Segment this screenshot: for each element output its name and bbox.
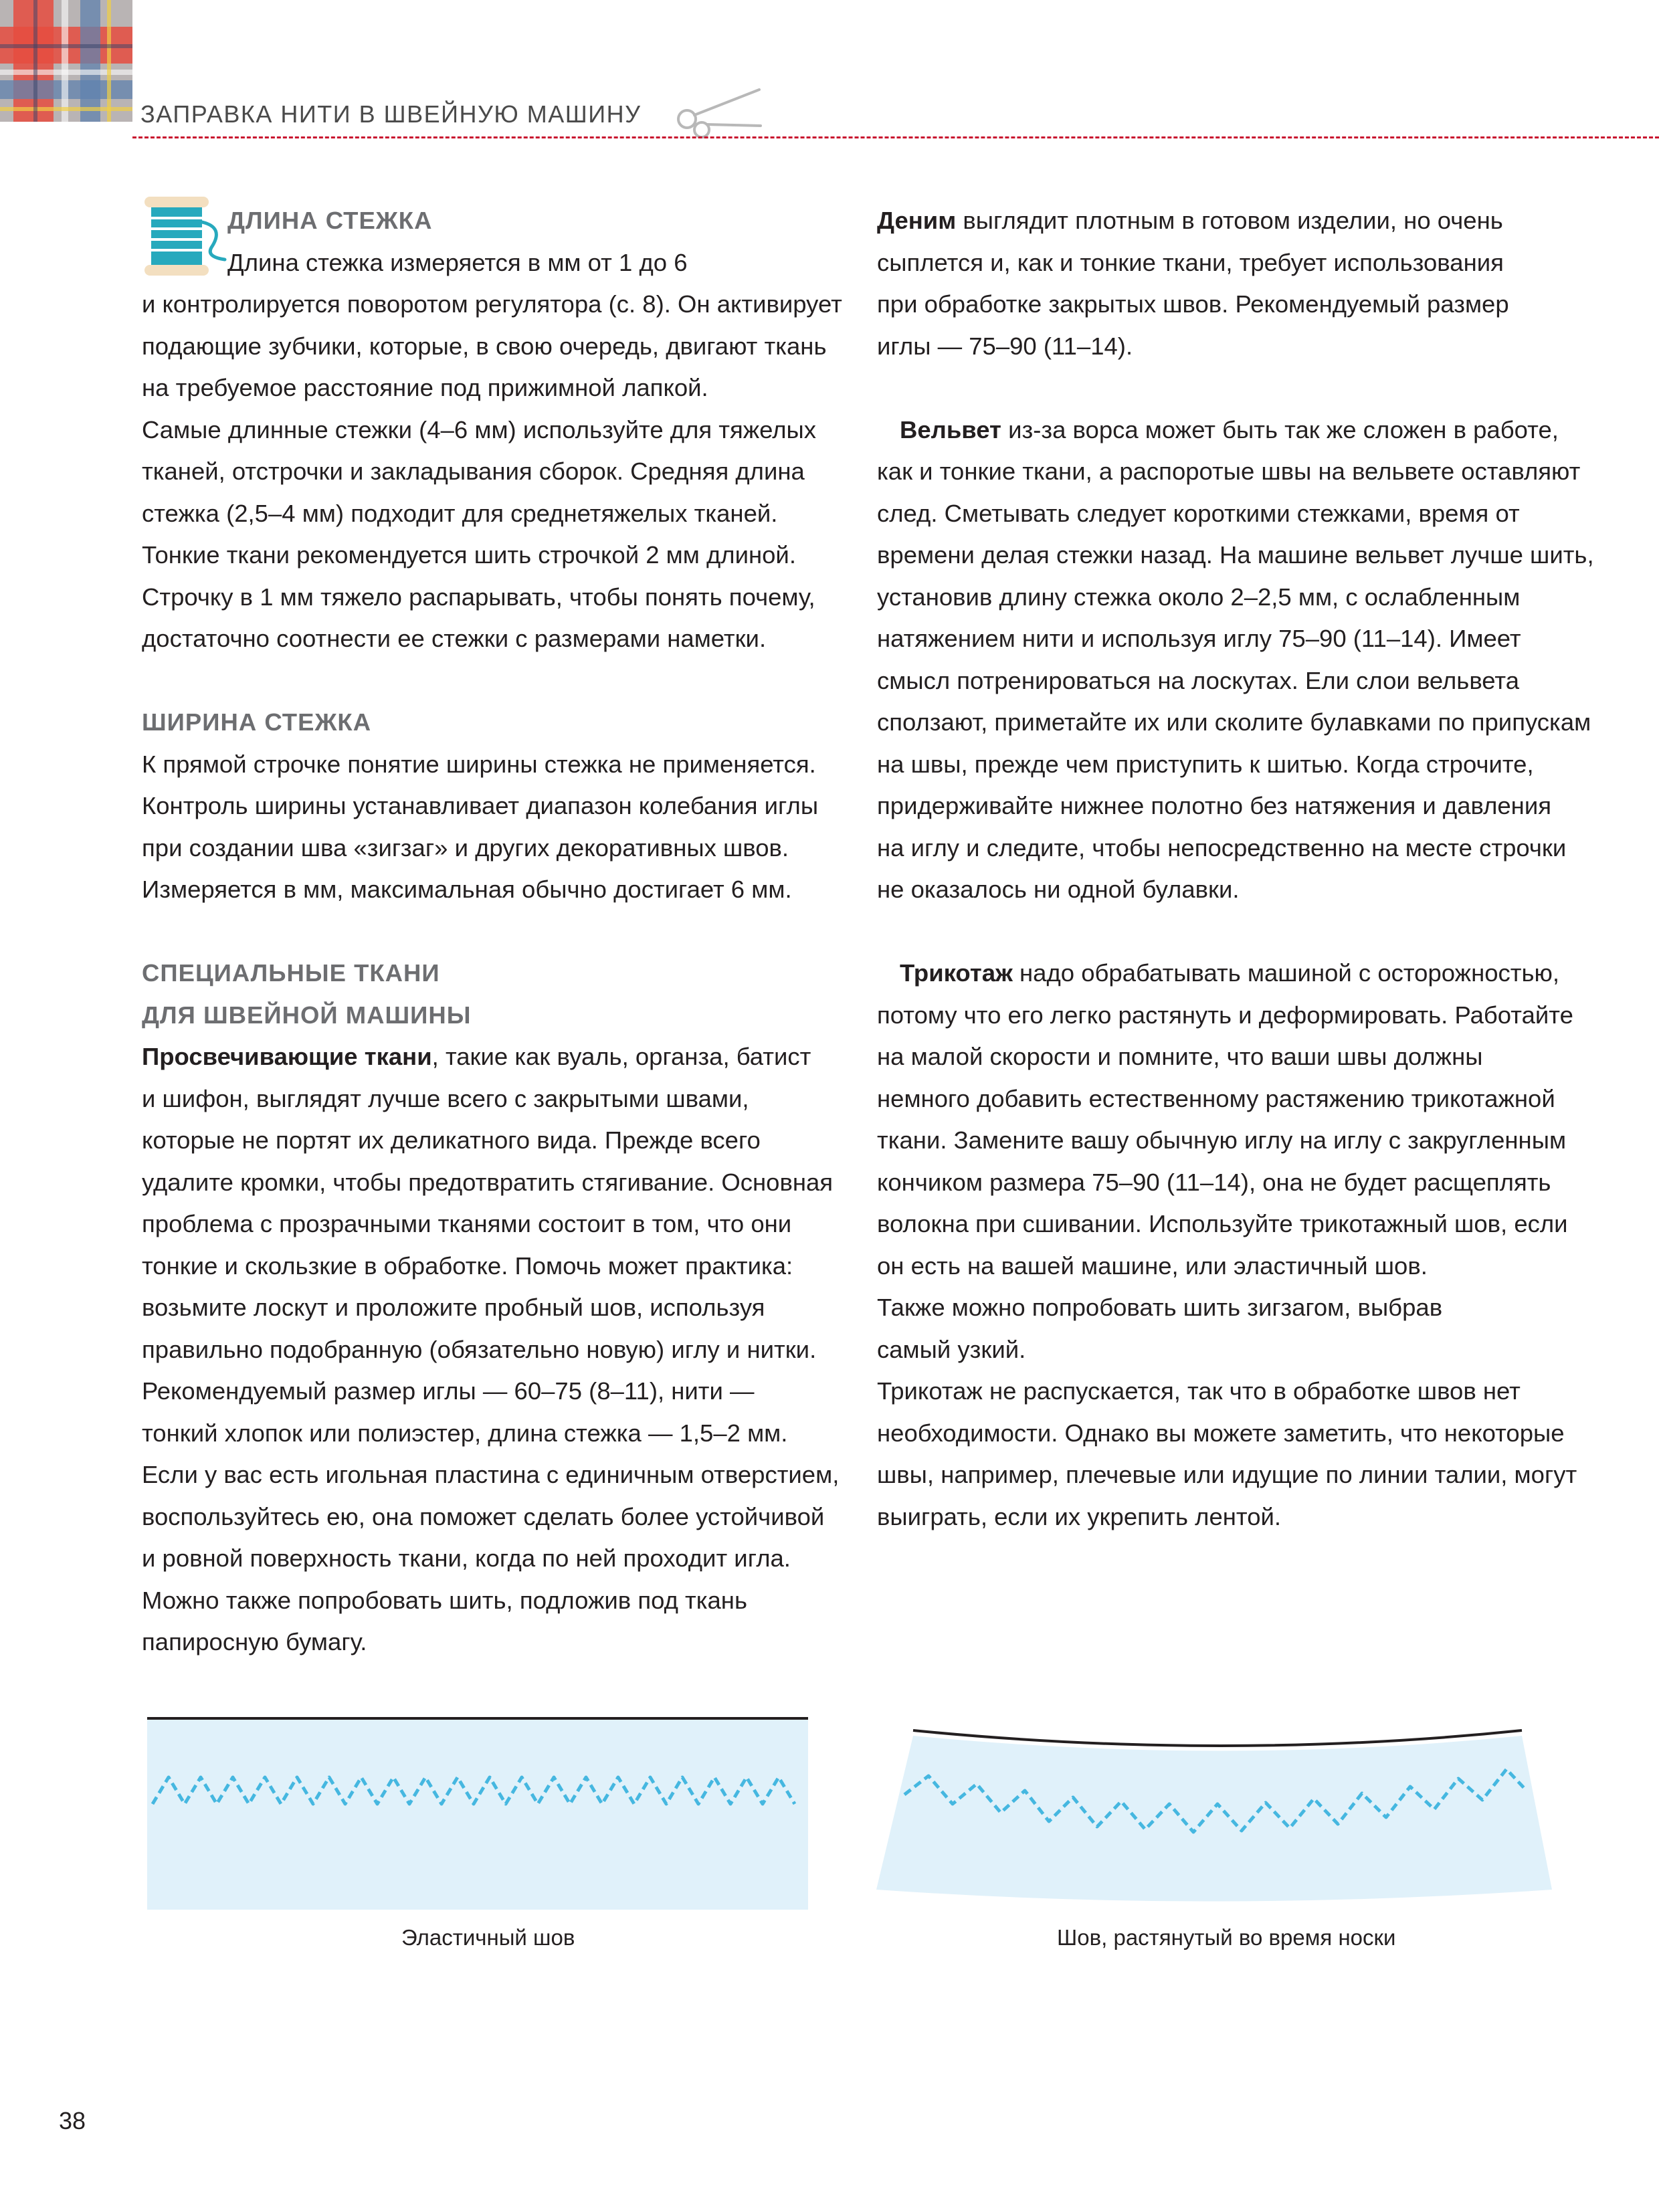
special-fabrics-heading: СПЕЦИАЛЬНЫЕ ТКАНИ (142, 959, 440, 987)
paragraph-line: сползают, приметайте их или сколите булавками по припускам (877, 708, 1591, 736)
paragraph-line: достаточно соотнести ее стежки с размерами наметки. (142, 625, 767, 652)
section-velvet (877, 409, 1594, 911)
paragraph-line: стежка (2,5–4 мм) подходит для среднетяжелых тканей. (142, 499, 778, 527)
paragraph-line: иглы — 75–90 (11–14). (877, 332, 1133, 360)
plaid-fabric-corner (0, 0, 132, 122)
paragraph-line: ткани. Замените вашу обычную иглу на иглу с закругленным (877, 1126, 1567, 1154)
paragraph-line: Длина стежка измеряется в мм от 1 до 6 (227, 248, 688, 276)
page-number: 38 (59, 2107, 86, 2134)
paragraph-line: на малой скорости и помните, что ваши швы должны (877, 1043, 1483, 1070)
paragraph-line: правильно подобранную (обязательно новую) иглу и нитки. (142, 1335, 817, 1363)
paragraph-line: и контролируется поворотом регулятора (с. 8). Он активирует (142, 290, 842, 318)
paragraph-line: времени делая стежки назад. На машине вельвет лучше шить, (877, 541, 1594, 569)
paragraph-line: натяжением нити и используя иглу 75–90 (11–14). Имеет (877, 625, 1521, 652)
paragraph-line: Трикотаж надо обрабатывать машиной с осторожностью, (900, 959, 1560, 987)
paragraph-line: при обработке закрытых швов. Рекомендуемый размер (877, 290, 1509, 318)
section-knit (877, 952, 1577, 1538)
paragraph-line: сыплется и, как и тонкие ткани, требует использования (877, 248, 1504, 276)
paragraph-line: Можно также попробовать шить, подложив под ткань (142, 1586, 747, 1614)
stitch-width-heading: ШИРИНА СТЕЖКА (142, 708, 372, 736)
paragraph-line: и шифон, выглядят лучше всего с закрытыми швами, (142, 1084, 749, 1112)
paragraph-line: Вельвет из-за ворса может быть так же сложен в работе, (900, 415, 1559, 443)
paragraph-line: папиросную бумагу. (142, 1628, 367, 1655)
paragraph-line: кончиком размера 75–90 (11–14), она не будет расщеплять (877, 1168, 1551, 1196)
paragraph-line: не оказалось ни одной булавки. (877, 876, 1240, 903)
paragraph-line: Тонкие ткани рекомендуется шить строчкой 2 мм длиной. (142, 541, 796, 569)
paragraph-line: К прямой строчке понятие ширины стежка не применяется. (142, 750, 816, 778)
paragraph-line: тканей, отстрочки и закладывания сборок. Средняя длина (142, 458, 805, 485)
paragraph-line: Если у вас есть игольная пластина с единичным отверстием, (142, 1461, 840, 1488)
paragraph-line: смысл потренироваться на лоскутах. Ели слои вельвета (877, 666, 1519, 694)
paragraph-line: необходимости. Однако вы можете заметить, что некоторые (877, 1419, 1565, 1447)
scissors-icon (672, 86, 766, 139)
figure-caption-elastic-seam: Эластичный шов (401, 1925, 575, 1950)
paragraph-line: проблема с прозрачными тканями состоит в том, что они (142, 1210, 792, 1237)
paragraph-line: которые не портят их деликатного вида. Прежде всего (142, 1126, 761, 1154)
section-denim (877, 200, 1546, 367)
paragraph-line: Контроль ширины устанавливает диапазон колебания иглы (142, 792, 819, 819)
paragraph-line: Трикотаж не распускается, так что в обработке швов нет (877, 1377, 1521, 1405)
section-stitch-length (142, 200, 842, 660)
header-dashed-rule (132, 136, 1659, 138)
paragraph-line: установив длину стежка около 2–2,5 мм, с ослабленным (877, 583, 1521, 611)
paragraph-line: при создании шва «зигзаг» и других декоративных швов. (142, 833, 789, 862)
paragraph-line: самый узкий. (877, 1335, 1026, 1363)
sheer-fabrics-term: Просвечивающие ткани (142, 1043, 432, 1070)
running-head: ЗАПРАВКА НИТИ В ШВЕЙНУЮ МАШИНУ (140, 100, 642, 128)
special-fabrics-heading: ДЛЯ ШВЕЙНОЙ МАШИНЫ (142, 1001, 472, 1029)
knit-term: Трикотаж (900, 959, 1013, 987)
stretched-seam-illustration (876, 1709, 1552, 1916)
paragraph-line: тонкий хлопок или полиэстер, длина стежка — 1,5–2 мм. (142, 1419, 788, 1447)
stitch-length-heading: ДЛИНА СТЕЖКА (227, 207, 433, 234)
paragraph-line: швы, например, плечевые или идущие по линии талии, могут (877, 1461, 1577, 1488)
paragraph-line: тонкие и скользкие в обработке. Помочь может практика: (142, 1251, 793, 1280)
paragraph-line: волокна при сшивании. Используйте трикотажный шов, если (877, 1210, 1568, 1237)
paragraph-line: он есть на вашей машине, или эластичный шов. (877, 1251, 1428, 1280)
paragraph-line: Также можно попробовать шить зигзагом, выбрав (877, 1294, 1443, 1321)
denim-term: Деним (877, 207, 957, 234)
section-special-fabrics (142, 952, 840, 1664)
paragraph-line: на иглу и следите, чтобы непосредственно на месте строчки (877, 833, 1567, 862)
paragraph-line: Рекомендуемый размер иглы — 60–75 (8–11), нити — (142, 1377, 755, 1405)
elastic-seam-illustration (146, 1709, 809, 1910)
figure-caption-stretched-seam: Шов, растянутый во время носки (1057, 1925, 1396, 1950)
paragraph-line: как и тонкие ткани, а распоротые швы на вельвете оставляют (877, 458, 1581, 485)
paragraph-line: возьмите лоскут и проложите пробный шов, используя (142, 1294, 765, 1321)
paragraph-line: воспользуйтесь ею, она поможет сделать более устойчивой (142, 1502, 825, 1530)
paragraph-line: подающие зубчики, которые, в свою очередь, двигают ткань (142, 332, 827, 360)
right-column (877, 200, 1594, 1538)
paragraph-line: выиграть, если их укрепить лентой. (877, 1502, 1282, 1530)
paragraph-line: Измеряется в мм, максимальная обычно достигает 6 мм. (142, 876, 792, 903)
paragraph-line: и ровной поверхность ткани, когда по ней проходит игла. (142, 1544, 791, 1572)
paragraph-line: удалите кромки, чтобы предотвратить стягивание. Основная (142, 1168, 834, 1196)
paragraph-line: немного добавить естественному растяжению трикотажной (877, 1084, 1555, 1112)
paragraph-line: Деним выглядит плотным в готовом изделии, но очень (877, 207, 1503, 234)
paragraph-line: на требуемое расстояние под прижимной лапкой. (142, 374, 708, 401)
paragraph-line: Просвечивающие ткани, такие как вуаль, органза, батист (142, 1043, 811, 1070)
paragraph-line: Самые длинные стежки (4–6 мм) используйте для тяжелых (142, 415, 817, 443)
velvet-term: Вельвет (900, 415, 1001, 443)
paragraph-line: потому что его легко растянуть и деформировать. Работайте (877, 1001, 1573, 1029)
paragraph-line: придерживайте нижнее полотно без натяжения и давления (877, 792, 1551, 819)
paragraph-line: Строчку в 1 мм тяжело распарывать, чтобы понять почему, (142, 583, 815, 611)
left-column (142, 200, 842, 1664)
section-stitch-width (142, 702, 819, 911)
paragraph-line: след. Сметывать следует короткими стежками, время от (877, 499, 1520, 527)
paragraph-line: на швы, прежде чем приступить к шитью. Когда строчите, (877, 750, 1534, 778)
